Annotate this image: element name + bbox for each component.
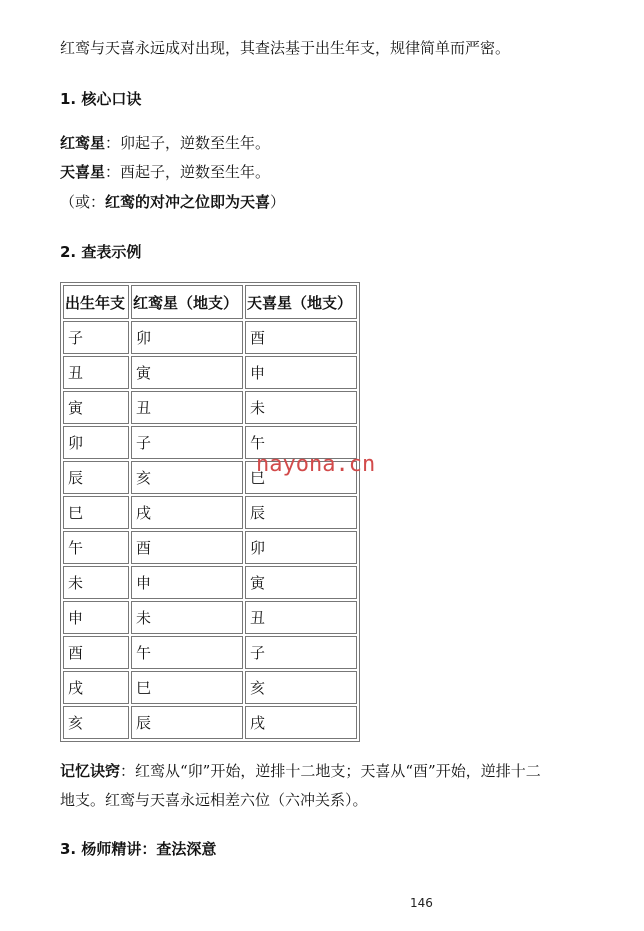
memo-label: 记忆诀窍 [60,762,121,780]
hongluan-cell: 酉 [131,531,243,564]
birth-branch-cell: 酉 [63,636,129,669]
section-2-title: 2. 查表示例 [60,243,142,261]
tianxi-cell: 亥 [245,671,357,704]
memo-line-2: 地支。红鸾与天喜永远相差六位（六冲关系）。 [60,791,368,809]
tianxi-cell: 巳 [245,461,357,494]
table-header-row [63,285,357,319]
birth-branch-cell: 辰 [63,461,129,494]
birth-branch-cell: 戌 [63,671,129,704]
hongluan-cell: 巳 [131,671,243,704]
section-1-title: 1. 核心口诀 [60,90,142,108]
birth-branch-cell: 寅 [63,391,129,424]
birth-branch-cell: 未 [63,566,129,599]
table-row [63,321,357,354]
tianxi-cell: 酉 [245,321,357,354]
note-bold: 红鸾的对冲之位即为天喜 [105,193,271,211]
hongluan-cell: 未 [131,601,243,634]
tianxi-cell: 戌 [245,706,357,739]
tianxi-cell: 辰 [245,496,357,529]
birth-branch-cell: 申 [63,601,129,634]
hongluan-cell: 戌 [131,496,243,529]
hongluan-cell: 申 [131,566,243,599]
table-row [63,601,357,634]
tianxi-cell: 子 [245,636,357,669]
tianxi-cell: 午 [245,426,357,459]
note-line [60,192,285,212]
hongluan-text: ：卯起子，逆数至生年。 [105,134,271,152]
birth-branch-cell: 午 [63,531,129,564]
hongluan-cell: 午 [131,636,243,669]
header-tianxi: 天喜星（地支） [245,285,357,319]
hongluan-cell: 卯 [131,321,243,354]
memo-line-1 [60,761,541,781]
tianxi-cell: 卯 [245,531,357,564]
intro-text: 红鸾与天喜永远成对出现，其查法基于出生年支，规律简单而严密。 [60,39,511,57]
page-number: 146 [410,896,433,910]
birth-branch-cell: 子 [63,321,129,354]
hongluan-cell: 辰 [131,706,243,739]
hongluan-cell: 丑 [131,391,243,424]
tianxi-cell: 未 [245,391,357,424]
birth-branch-cell: 丑 [63,356,129,389]
table-row [63,356,357,389]
table-row [63,531,357,564]
note-close: ） [270,193,286,211]
table-row [63,706,357,739]
header-hongluan: 红鸾星（地支） [131,285,243,319]
header-birth-year-branch: 出生年支 [63,285,129,319]
table-row [63,496,357,529]
tianxi-cell: 申 [245,356,357,389]
section-3-title: 3. 杨师精讲：查法深意 [60,840,217,858]
tianxi-text: ：酉起子，逆数至生年。 [105,163,271,181]
hongluan-cell: 子 [131,426,243,459]
birth-branch-cell: 巳 [63,496,129,529]
lookup-table [60,282,360,742]
birth-branch-cell: 卯 [63,426,129,459]
tianxi-cell: 寅 [245,566,357,599]
tianxi-rule [60,162,270,182]
table-row [63,671,357,704]
tianxi-cell: 丑 [245,601,357,634]
table-row [63,391,357,424]
memo-text-1: ：红鸾从“卯”开始，逆排十二地支；天喜从“酉”开始，逆排十二 [120,762,541,780]
hongluan-cell: 寅 [131,356,243,389]
birth-branch-cell: 亥 [63,706,129,739]
hongluan-label: 红鸾星 [60,134,106,152]
hongluan-cell: 亥 [131,461,243,494]
hongluan-rule [60,133,270,153]
table-row [63,636,357,669]
tianxi-label: 天喜星 [60,163,106,181]
table-row [63,566,357,599]
note-open: （或： [60,193,106,211]
watermark: nayona.cn [256,452,376,477]
